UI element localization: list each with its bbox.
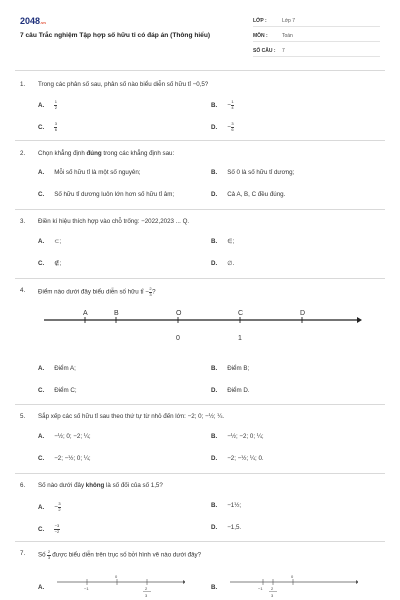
fraction: $\frac{1}{2}$ <box>54 99 57 110</box>
question-5 <box>20 413 380 420</box>
question-text: Điểm nào dưới đây biểu diễn số hữu tỉ − $\frac{2}{3}$ ? <box>38 286 156 297</box>
option-c[interactable]: C. Số hữu tỉ dương luôn lớn hơn số hữu tỉ âm; <box>38 191 175 198</box>
question-text: Số $\frac{2}{3}$ được biểu diễn trên trục số bởi hình vẽ nào dưới đây? <box>38 549 202 560</box>
question-number: 6. <box>20 482 26 489</box>
question-number: 2. <box>20 150 26 157</box>
question-1 <box>20 81 380 88</box>
fraction: $\frac{3}{6}$ <box>231 121 234 132</box>
meta-key: SỐ CÂU : <box>253 47 276 54</box>
tick-label: −1 <box>258 586 263 591</box>
meta-value: Lớp 7 <box>282 17 296 24</box>
fraction: $\frac{2}{3}$ <box>149 286 152 297</box>
question-6 <box>20 482 380 489</box>
option-c[interactable]: C. Điểm C; <box>38 387 77 394</box>
question-7 <box>20 550 380 560</box>
meta-value: 7 <box>282 47 285 54</box>
option-b[interactable]: B. <box>211 584 218 591</box>
fraction: $\frac{1}{4}$ <box>231 99 234 110</box>
divider <box>15 209 385 210</box>
tick-label: 3 <box>271 593 274 598</box>
tick-label: 0 <box>291 574 294 579</box>
number-line <box>44 308 364 348</box>
option-d[interactable]: D. − $\frac{3}{6}$ <box>211 121 234 132</box>
option-a[interactable]: A. $\frac{1}{2}$ <box>38 99 57 110</box>
option-a[interactable]: A. Điểm A; <box>38 365 76 372</box>
divider <box>15 70 385 71</box>
option-c[interactable]: C. $\frac{-3}{-2}$ <box>38 523 60 534</box>
divider <box>15 140 385 141</box>
option-b[interactable]: B. Số 0 là số hữu tỉ dương; <box>211 169 295 176</box>
question-text: Chọn khẳng định đúng trong các khẳng định sau: <box>38 150 175 157</box>
question-4 <box>20 287 380 297</box>
point-label-B: B <box>114 310 119 317</box>
point-label-D: D <box>300 310 306 317</box>
tick-label: 2 <box>271 586 274 591</box>
question-number: 5. <box>20 413 26 420</box>
tick-label: 2 <box>145 586 148 591</box>
option-d[interactable]: D. −1,5. <box>211 524 242 531</box>
option-a[interactable]: A. − $\frac{3}{2}$ <box>38 501 61 512</box>
option-c[interactable]: C. ∉; <box>38 260 62 267</box>
option-a[interactable]: A. Mỗi số hữu tỉ là một số nguyên; <box>38 169 141 176</box>
meta-value: Toán <box>282 32 293 39</box>
question-3 <box>20 218 380 225</box>
fraction: $\frac{3}{6}$ <box>54 121 57 132</box>
option-b[interactable]: B. ∈; <box>211 238 235 245</box>
divider <box>15 278 385 279</box>
mini-number-line-a <box>55 572 185 600</box>
divider <box>15 473 385 474</box>
question-text: Điền kí hiệu thích hợp vào chỗ trống: −2022,2023 ... Q. <box>38 218 190 225</box>
question-text: Trong các phân số sau, phân số nào biểu diễn số hữu tỉ −0,5? <box>38 81 209 88</box>
question-2 <box>20 150 380 157</box>
question-number: 1. <box>20 81 26 88</box>
option-a[interactable]: A. −½; 0; −2; ¼; <box>38 433 91 440</box>
option-a[interactable]: A. <box>38 584 45 591</box>
question-text: Sắp xếp các số hữu tỉ sau theo thứ tự từ nhỏ đến lớn: −2; 0; −½; ¼. <box>38 413 225 420</box>
mini-number-line-b <box>228 572 358 600</box>
tick-label: 0 <box>115 574 118 579</box>
meta-row-count <box>253 45 380 57</box>
tick-label: −1 <box>84 586 89 591</box>
fraction: $\frac{3}{2}$ <box>58 501 61 512</box>
option-b[interactable]: B. Điểm B; <box>211 365 250 372</box>
meta-key: LỚP : <box>253 17 267 24</box>
fraction: $\frac{2}{3}$ <box>47 549 51 560</box>
document-title: 7 câu Trắc nghiệm Tập hợp số hữu tỉ có đáp án (Thông hiểu) <box>20 32 211 39</box>
question-number: 3. <box>20 218 26 225</box>
question-number: 4. <box>20 287 26 294</box>
option-d[interactable]: D. ∅. <box>211 260 235 267</box>
axis-label-1: 1 <box>238 335 242 342</box>
axis-arrow <box>357 317 362 323</box>
question-number: 7. <box>20 550 26 557</box>
axis-label-0: 0 <box>176 335 180 342</box>
point-label-O: O <box>176 310 182 317</box>
option-a[interactable]: A. ⊂; <box>38 238 62 245</box>
meta-row-subject <box>253 30 380 42</box>
option-b[interactable]: B. −1½; <box>211 502 242 509</box>
option-b[interactable]: B. − $\frac{1}{4}$ <box>211 99 234 110</box>
option-d[interactable]: D. −2; −½; ¼; 0. <box>211 455 264 462</box>
point-label-A: A <box>83 310 88 317</box>
meta-key: MÔN : <box>253 32 268 39</box>
point-label-C: C <box>238 310 244 317</box>
tick-label: 3 <box>145 593 148 598</box>
option-d[interactable]: D. Điểm D. <box>211 387 250 394</box>
question-text: Số nào dưới đây không là số đối của số 1,5? <box>38 482 163 489</box>
divider <box>15 541 385 542</box>
fraction: $\frac{-3}{-2}$ <box>54 523 60 534</box>
meta-row-class <box>253 15 380 27</box>
option-d[interactable]: D. Cả A, B, C đều đúng. <box>211 191 286 198</box>
option-c[interactable]: C. −2; −½; 0; ¼; <box>38 455 91 462</box>
meta-table <box>253 15 380 60</box>
option-b[interactable]: B. −½; −2; 0; ¼; <box>211 433 264 440</box>
divider <box>15 404 385 405</box>
site-logo[interactable]: 2048.vn <box>20 16 46 26</box>
option-c[interactable]: C. $\frac{3}{6}$ <box>38 121 57 132</box>
